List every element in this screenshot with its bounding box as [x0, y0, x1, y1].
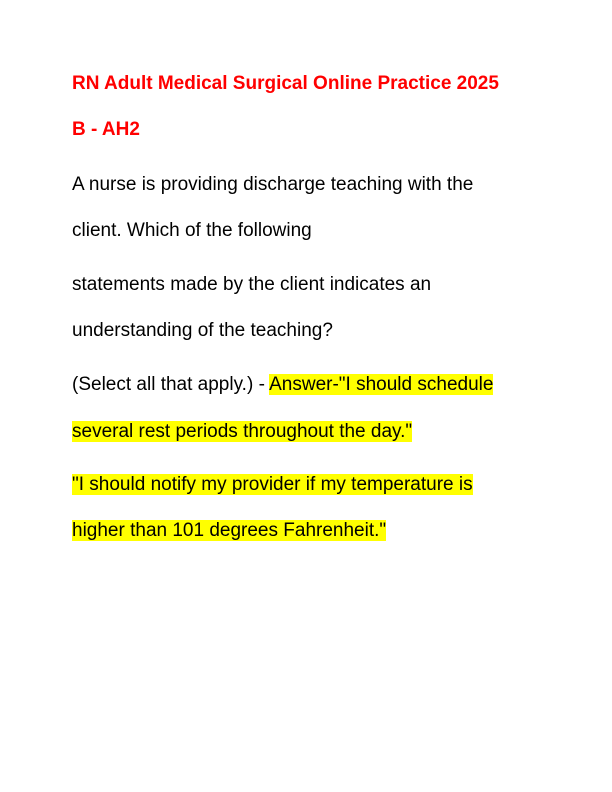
question-text-line-2: client. Which of the following [72, 220, 312, 241]
document-title-line-1: RN Adult Medical Surgical Online Practice 2025 [72, 73, 499, 94]
question-text-line-4: understanding of the teaching? [72, 320, 333, 341]
answer-line-2 [72, 421, 412, 443]
answer-line-1 [72, 374, 493, 396]
select-all-instruction: (Select all that apply.) - [72, 374, 270, 395]
question-text-line-3: statements made by the client indicates an [72, 274, 432, 295]
answer-line-3 [72, 474, 473, 496]
answer-line-4 [72, 520, 386, 542]
document-title-line-2: B - AH2 [72, 119, 140, 140]
answer-2-highlight-part-1: "I should notify my provider if my temperature is [72, 474, 473, 495]
answer-1-highlight-part-1: Answer-"I should schedule [269, 374, 494, 395]
answer-1-highlight-part-2: several rest periods throughout the day." [72, 421, 413, 442]
question-text-line-1: A nurse is providing discharge teaching with the [72, 174, 474, 195]
answer-2-highlight-part-2: higher than 101 degrees Fahrenheit." [72, 520, 387, 541]
